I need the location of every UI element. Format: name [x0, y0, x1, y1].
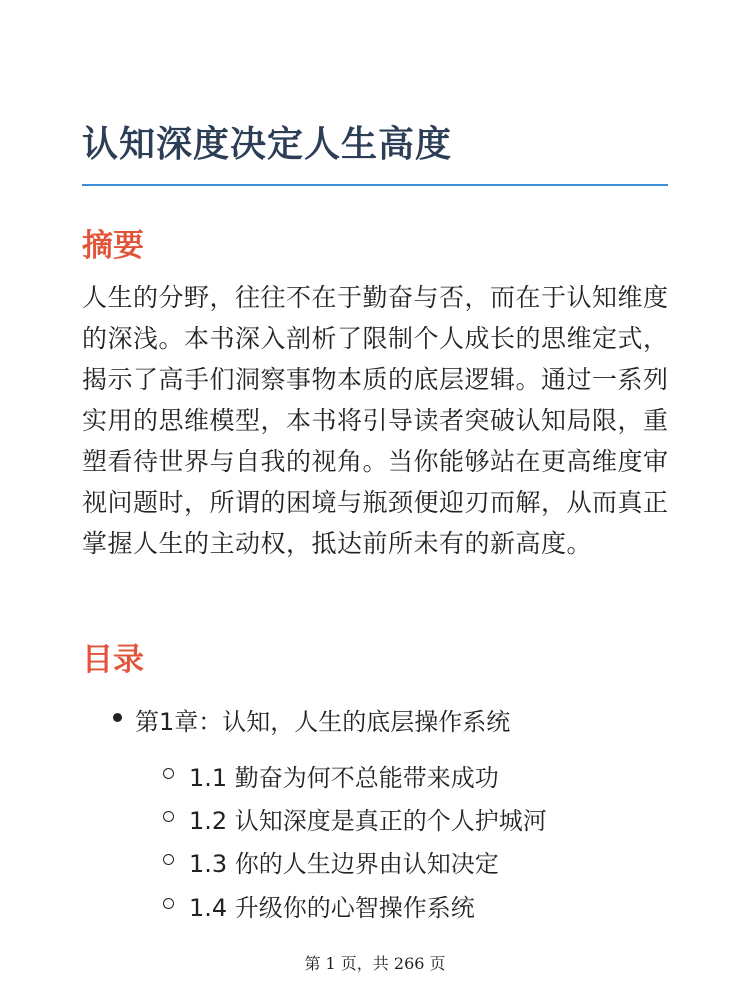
bullet-circle-icon [163, 854, 174, 865]
page-number-footer: 第 1 页，共 266 页 [304, 954, 446, 973]
toc-section-1-1[interactable]: 1.1 勤奋为何不总能带来成功 [189, 764, 499, 792]
document-title: 认知深度决定人生高度 [82, 124, 453, 165]
toc-chapter-1[interactable]: 第1章：认知，人生的底层操作系统 [135, 708, 511, 736]
bullet-circle-icon [163, 811, 174, 822]
abstract-heading: 摘要 [82, 228, 144, 264]
bullet-circle-icon [163, 898, 174, 909]
title-divider [82, 184, 668, 186]
bullet-circle-icon [163, 768, 174, 779]
toc-section-1-3[interactable]: 1.3 你的人生边界由认知决定 [189, 850, 499, 878]
toc-section-1-2[interactable]: 1.2 认知深度是真正的个人护城河 [189, 807, 547, 835]
toc-section-1-4[interactable]: 1.4 升级你的心智操作系统 [189, 894, 475, 922]
bullet-dot-icon [113, 713, 122, 722]
abstract-paragraph: 人生的分野，往往不在于勤奋与否，而在于认知维度的深浅。本书深入剖析了限制个人成长的思维定式，揭示了高手们洞察事物本质的底层逻辑。通过一系列实用的思维模型，本书将引导读者突破认知局限，重塑看待世界与自我的视角。当你能够站在更高维度审视问题时，所谓的困境与瓶颈便迎刃而解，从而真正掌握人生的主动权，抵达前所未有的新高度。 [82, 283, 669, 558]
toc-heading: 目录 [82, 642, 144, 678]
